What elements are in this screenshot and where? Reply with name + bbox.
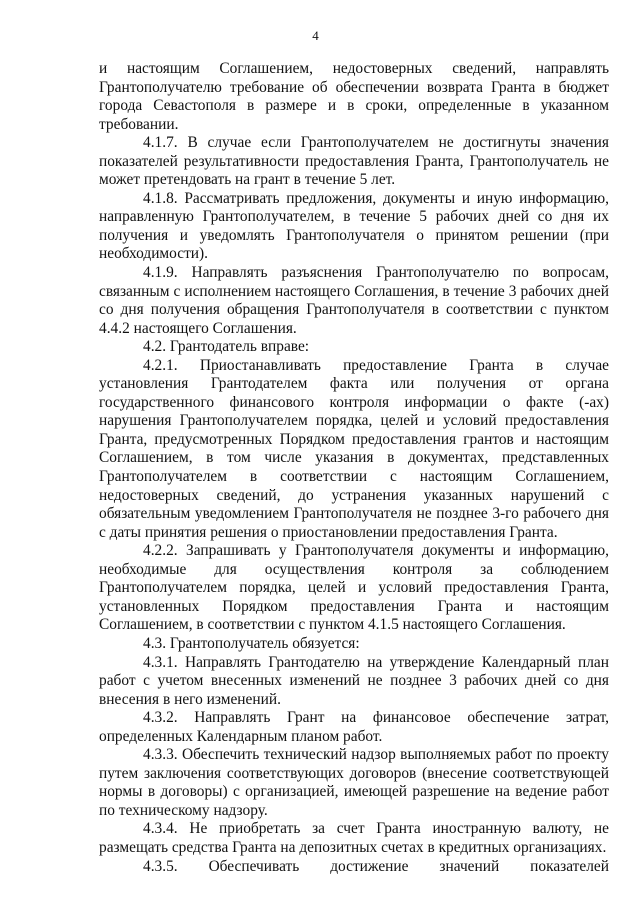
- paragraph-4-2-2: 4.2.2. Запрашивать у Грантополучателя документы и информацию, необходимые для осуществления контроля за соблюдением Грантополучателем порядка, целей и условий предоставления Гранта, установленных Порядком предоставления Гранта и настоящим Соглашением, в соответствии с пунктом 4.1.5 настоящего Соглашения.: [99, 542, 609, 634]
- paragraph-4-2-1: 4.2.1. Приостанавливать предоставление Гранта в случае установления Грантодателем факта или получения от органа государственного финансового контроля информации о факте (-ах) нарушения Грантополучателем порядка, целей и условий предоставления Гранта, предусмотренных Порядком предоставления грантов и настоящим Соглашением, в том числе указания в документах, представленных Грантополучателем в соответствии с настоящим Соглашением, недостоверных сведений, до устранения указанных нарушений с обязательным уведомлением Грантополучателя не позднее 3-го рабочего дня с даты принятия решения о приостановлении предоставления Гранта.: [99, 356, 609, 541]
- paragraph-continuation: и настоящим Соглашением, недостоверных сведений, направлять Грантополучателю требование об обеспечении возврата Гранта в бюджет города Севастополя в размере и в сроки, определенные в указанном требовании.: [99, 60, 609, 133]
- paragraph-4-3-3: 4.3.3. Обеспечить технический надзор выполняемых работ по проекту путем заключения соответствующих договоров (внесение соответствующей нормы в договоры) с организацией, имеющей разрешение на ведение работ по техническому надзору.: [99, 746, 609, 819]
- document-body: [99, 60, 609, 876]
- paragraph-4-3-2: 4.3.2. Направлять Грант на финансовое обеспечение затрат, определенных Календарным планом работ.: [99, 709, 609, 745]
- paragraph-4-3-4: 4.3.4. Не приобретать за счет Гранта иностранную валюту, не размещать средства Гранта на депозитных счетах в кредитных организациях.: [99, 820, 609, 856]
- paragraph-4-1-9: 4.1.9. Направлять разъяснения Грантополучателю по вопросам, связанным с исполнением настоящего Соглашения, в течение 3 рабочих дней со дня получения обращения Грантополучателя в соответствии с пунктом 4.4.2 настоящего Соглашения.: [99, 264, 609, 337]
- page-number: 4: [312, 28, 319, 43]
- paragraph-4-1-8: 4.1.8. Рассматривать предложения, документы и иную информацию, направленную Грантополучателем, в течение 5 рабочих дней со дня их получения и уведомлять Грантополучателя о принятом решении (при необходимости).: [99, 189, 609, 263]
- paragraph-4-3-1: 4.3.1. Направлять Грантодателю на утверждение Календарный план работ с учетом внесенных изменений не позднее 3 рабочих дней со дня внесения в него изменений.: [99, 653, 609, 708]
- paragraph-4-3-5: 4.3.5. Обеспечивать достижение значений показателей: [143, 857, 609, 875]
- paragraph-4-1-7: 4.1.7. В случае если Грантополучателем не достигнуты значения показателей результативности предоставления Гранта, Грантополучатель не может претендовать на грант в течение 5 лет.: [99, 134, 609, 189]
- paragraph-4-3: 4.3. Грантополучатель обязуется:: [143, 634, 360, 652]
- paragraph-4-2: 4.2. Грантодатель вправе:: [143, 338, 310, 356]
